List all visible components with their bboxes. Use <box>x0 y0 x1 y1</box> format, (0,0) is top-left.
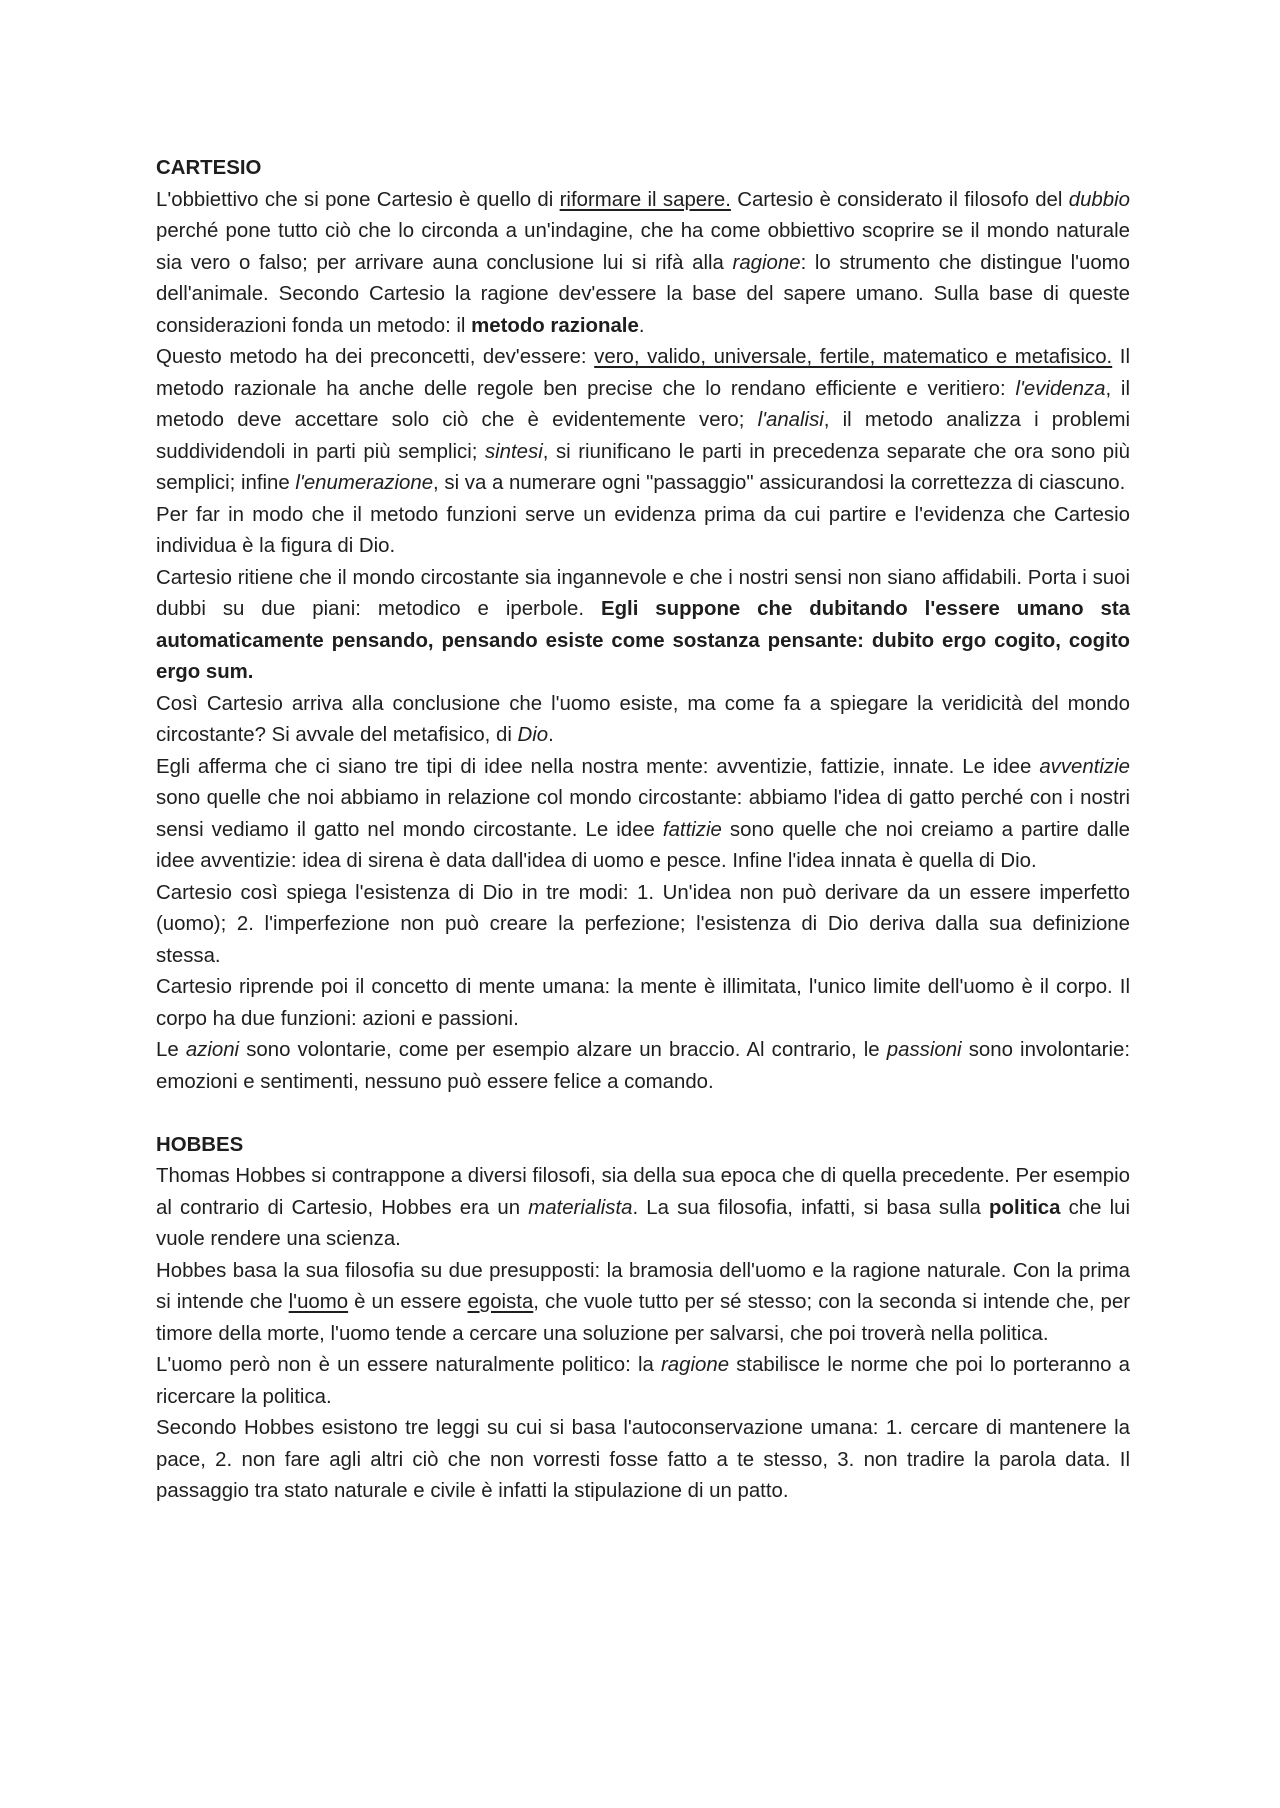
bold-text: politica <box>989 1196 1061 1219</box>
italic-text: azioni <box>185 1039 240 1061</box>
text-run: Così Cartesio arriva alla conclusione che l'uomo esiste, ma come fa a spiegare la veridicità del mondo circostante? Si avvale del metafisico, di <box>156 692 1130 746</box>
italic-text: dubbio <box>1068 188 1130 211</box>
text-run: Il metodo razionale ha anche delle regole ben precise che lo rendano efficiente e veritiero: <box>156 346 1130 400</box>
paragraph <box>156 500 1130 563</box>
italic-text: l'evidenza <box>1015 377 1106 400</box>
document-page <box>156 153 1130 1508</box>
italic-text: passioni <box>886 1039 962 1061</box>
paragraph <box>156 1350 1130 1413</box>
underlined-text: egoista <box>467 1291 534 1313</box>
text-run: sono volontarie, come per esempio alzare un braccio. Al contrario, le <box>239 1039 887 1061</box>
text-run: . <box>638 314 645 337</box>
paragraph <box>156 342 1130 500</box>
underlined-text: vero, valido, universale, fertile, matematico e metafisico. <box>594 346 1113 368</box>
paragraph <box>156 972 1130 1035</box>
text-run: Le <box>156 1039 186 1061</box>
text-run: Thomas Hobbes si contrappone a diversi filosofi, sia della sua epoca che di quella precedente. Per esempio al contrario di Cartesio, Hobbes era un <box>156 1165 1130 1219</box>
paragraph <box>156 689 1130 752</box>
text-run: perché pone tutto ciò che lo circonda a un'indagine, che ha come obbiettivo scoprire se il mondo naturale sia vero o falso; per arrivare auna conclusione lui si rifà alla <box>156 220 1130 274</box>
paragraph <box>156 185 1130 343</box>
bold-text: metodo razionale <box>471 314 639 337</box>
paragraph <box>156 1161 1130 1256</box>
paragraph <box>156 563 1130 689</box>
text-run: sono quelle che noi creiamo a partire dalle idee avventizie: idea di sirena è data dall'idea di uomo e pesce. Infine l'idea innata è quella di Dio. <box>156 818 1130 872</box>
bold-text: Egli suppone che dubitando l'essere umano sta automaticamente pensando, pensando esiste come sostanza pensante: dubito ergo cogito, cogito ergo sum. <box>156 598 1130 683</box>
text-run: Cartesio è considerato il filosofo del <box>730 188 1069 211</box>
underlined-text: l'uomo <box>288 1291 349 1313</box>
italic-text: ragione <box>661 1354 730 1376</box>
italic-text: l'enumerazione <box>295 472 434 494</box>
text-run: è un essere <box>348 1291 468 1313</box>
text-run: , si riunificano le parti in precedenza separate che ora sono più semplici; infine <box>156 440 1131 494</box>
text-run: , che vuole tutto per sé stesso; con la seconda si intende che, per timore della morte, l'uomo tende a cercare una soluzione per salvarsi, che poi troverà nella politica. <box>156 1291 1131 1345</box>
italic-text: l'analisi <box>757 409 824 431</box>
paragraph <box>156 1256 1130 1351</box>
text-run: Questo metodo ha dei preconcetti, dev'essere: <box>156 346 595 368</box>
italic-text: sintesi <box>484 440 543 463</box>
paragraph <box>156 878 1130 973</box>
text-run: stabilisce le norme che poi lo porteranno a ricercare la politica. <box>156 1354 1130 1408</box>
italic-text: Dio <box>517 724 549 746</box>
paragraph <box>156 1413 1130 1508</box>
text-run: sono quelle che noi abbiamo in relazione col mondo circostante: abbiamo l'idea di gatto perché con i nostri sensi vediamo il gatto nel mondo circostante. Le idee <box>156 787 1130 841</box>
text-run: , il metodo analizza i problemi suddividendoli in parti più semplici; <box>156 409 1131 463</box>
text-run: Secondo Hobbes esistono tre leggi su cui si basa l'autoconservazione umana: 1. cercare di mantenere la pace, 2. non fare agli altri ciò che non vorresti fosse fatto a te stesso, 3. non tradire la parola data. Il passaggio tra stato naturale e civile è infatti la stipulazione di un patto. <box>156 1417 1130 1502</box>
text-run: . La sua filosofia, infatti, si basa sulla <box>632 1196 990 1219</box>
text-run: Cartesio riprende poi il concetto di mente umana: la mente è illimitata, l'unico limite dell'uomo è il corpo. Il corpo ha due funzioni: azioni e passioni. <box>156 976 1130 1030</box>
italic-text: materialista <box>528 1196 633 1219</box>
text-run: Cartesio ritiene che il mondo circostante sia ingannevole e che i nostri sensi non siano affidabili. Porta i suoi dubbi su due piani: metodico e iperbole. <box>156 566 1130 620</box>
text-run: . <box>548 724 554 746</box>
underlined-text: riformare il sapere. <box>559 188 731 211</box>
section-heading-hobbes: HOBBES <box>156 1133 244 1156</box>
text-run: che lui vuole rendere una scienza. <box>156 1196 1131 1250</box>
paragraph <box>156 752 1130 878</box>
text-run: , si va a numerare ogni "passaggio" assicurandosi la correttezza di ciascuno. <box>433 472 1126 494</box>
paragraph <box>156 1035 1130 1098</box>
text-run: Per far in modo che il metodo funzioni serve un evidenza prima da cui partire e l'evidenza che Cartesio individua è la figura di Dio. <box>156 503 1130 557</box>
text-run: : lo strumento che distingue l'uomo dell'animale. Secondo Cartesio la ragione dev'essere la base del sapere umano. Sulla base di queste considerazioni fonda un metodo: il <box>156 251 1130 337</box>
text-run: Hobbes basa la sua filosofia su due presupposti: la bramosia dell'uomo e la ragione naturale. Con la prima si intende che <box>156 1259 1130 1313</box>
italic-text: avventizie <box>1039 755 1130 778</box>
text-run: L'obbiettivo che si pone Cartesio è quello di <box>156 188 560 211</box>
section-heading-cartesio: CARTESIO <box>156 157 262 179</box>
italic-text: fattizie <box>662 818 722 841</box>
text-run: Egli afferma che ci siano tre tipi di idee nella nostra mente: avventizie, fattizie, innate. Le idee <box>156 755 1040 778</box>
text-run: sono involontarie: emozioni e sentimenti, nessuno può essere felice a comando. <box>156 1039 1130 1093</box>
text-run: L'uomo però non è un essere naturalmente politico: la <box>156 1354 662 1376</box>
text-run: , il metodo deve accettare solo ciò che è evidentemente vero; <box>156 377 1130 431</box>
italic-text: ragione <box>732 251 801 274</box>
text-run: Cartesio così spiega l'esistenza di Dio in tre modi: 1. Un'idea non può derivare da un essere imperfetto (uomo); 2. l'imperfezione non può creare la perfezione; l'esistenza di Dio deriva dalla sua definizione stessa. <box>156 881 1130 967</box>
section-spacer <box>156 1098 1130 1130</box>
